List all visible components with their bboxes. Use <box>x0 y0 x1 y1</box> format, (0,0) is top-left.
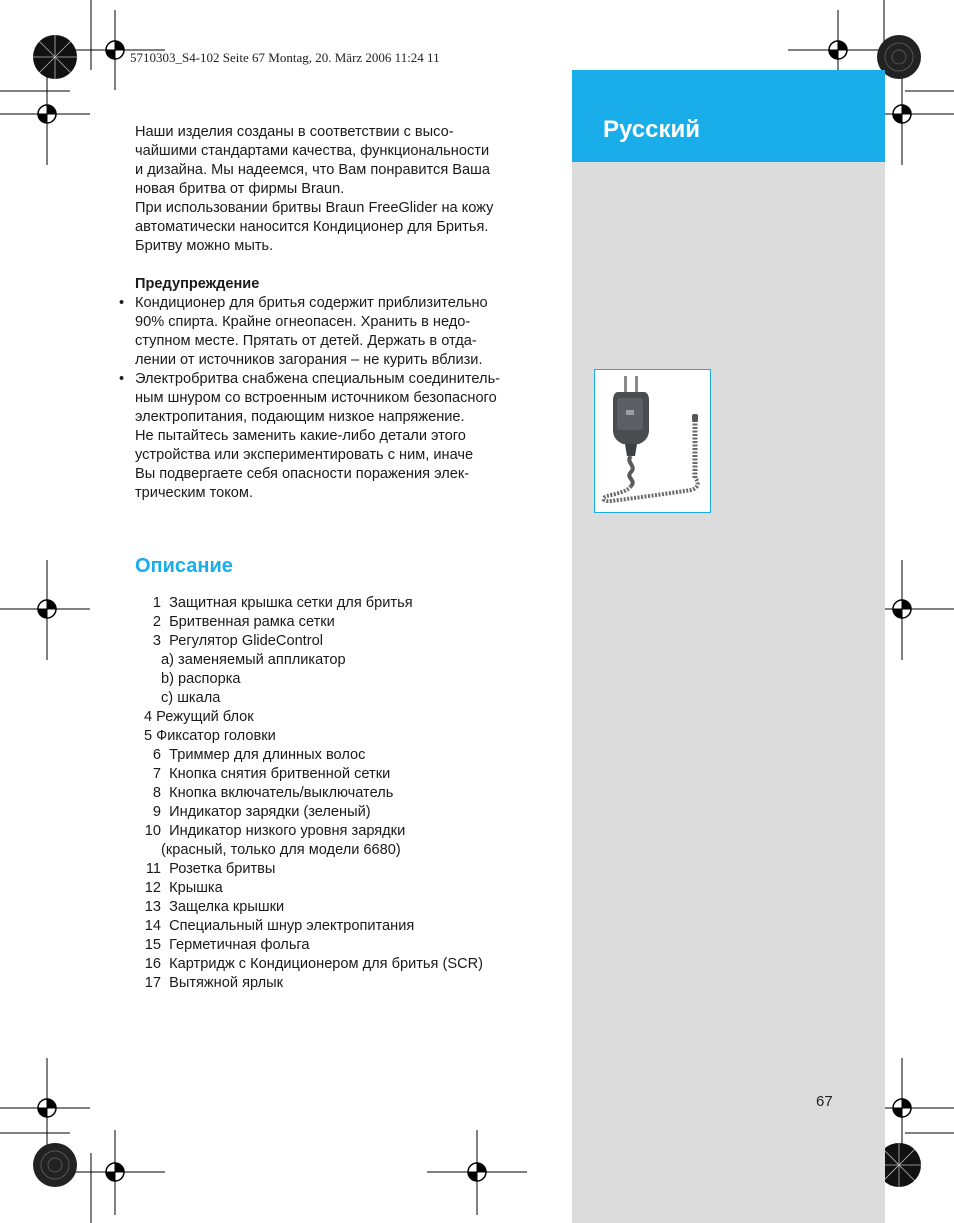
parts-list-item <box>135 917 555 936</box>
intro-line: При использовании бритвы Braun FreeGlider на кожу <box>135 200 494 216</box>
part-number: 15 <box>144 937 161 953</box>
parts-list-item <box>135 860 555 879</box>
part-label: Бритвенная рамка сетки <box>161 614 335 630</box>
warning-bullet <box>119 294 560 370</box>
warning-heading: Предупреждение <box>135 276 260 292</box>
parts-list-subitem: c) шкала <box>161 690 221 706</box>
part-label: Индикатор зарядки (зеленый) <box>161 804 371 820</box>
warning-bullet <box>119 370 560 503</box>
intro-line: новая бритва от фирмы Braun. <box>135 181 345 197</box>
parts-list-item <box>135 879 555 898</box>
intro-line: Бритву можно мыть. <box>135 238 274 254</box>
part-label: Кнопка включатель/выключатель <box>161 785 394 801</box>
part-number: 16 <box>144 956 161 972</box>
language-band <box>572 70 885 162</box>
part-number: 11 <box>145 861 161 877</box>
part-label: Защелка крышки <box>161 899 285 915</box>
parts-list-item <box>135 936 555 955</box>
parts-list-subitem: a) заменяемый аппликатор <box>161 652 346 668</box>
part-label: Герметичная фольга <box>161 937 310 953</box>
parts-list <box>135 594 555 993</box>
power-cord-plug-icon <box>595 370 710 512</box>
part-label: Картридж с Кондиционером для бритья (SCR) <box>161 956 484 972</box>
part-number: 7 <box>152 766 161 782</box>
description-title: Описание <box>135 555 233 577</box>
parts-list-item <box>135 822 555 841</box>
part-number: 8 <box>152 785 161 801</box>
parts-list-subitem: (красный, только для модели 6680) <box>161 842 401 858</box>
warning-line: 90% спирта. Крайне огнеопасен. Хранить в недо- <box>135 314 471 330</box>
part-number: 13 <box>144 899 161 915</box>
parts-list-item <box>135 613 555 632</box>
parts-list-item <box>135 594 555 613</box>
language-sidebar <box>572 70 885 1223</box>
parts-list-item <box>135 974 555 993</box>
part-number: 9 <box>152 804 161 820</box>
warning-line: ным шнуром со встроенным источником безопасного <box>135 390 497 406</box>
warning-line: Кондиционер для бритья содержит приблизительно <box>135 295 488 311</box>
warning-line: устройства или экспериментировать с ним, иначе <box>135 447 474 463</box>
warning-line: лении от источников загорания – не курить вблизи. <box>135 352 483 368</box>
part-label: Регулятор GlideControl <box>161 633 323 649</box>
print-header: 5710303_S4-102 Seite 67 Montag, 20. März 2006 11:24 11 <box>130 50 440 65</box>
warning-line: ступном месте. Прятать от детей. Держать в отда- <box>135 333 477 349</box>
part-number: 10 <box>144 823 161 839</box>
power-cord-figure <box>594 369 711 513</box>
part-number: 12 <box>144 880 161 896</box>
part-number: 17 <box>144 975 161 991</box>
intro-line: чайшими стандартами качества, функциональности <box>135 143 490 159</box>
part-label: Розетка бритвы <box>161 861 276 877</box>
part-number: 3 <box>152 633 161 649</box>
parts-list-item <box>135 765 555 784</box>
parts-list-item <box>135 784 555 803</box>
warning-line: Электробритва снабжена специальным соединитель- <box>135 371 501 387</box>
parts-list-subitem: b) распорка <box>161 671 241 687</box>
warning-line: Не пытайтесь заменить какие-либо детали этого <box>135 428 466 444</box>
part-number: 14 <box>144 918 161 934</box>
intro-paragraph <box>135 123 560 256</box>
language-title: Русский <box>603 116 700 143</box>
parts-list-item: 4 Режущий блок <box>144 709 254 725</box>
part-label: Защитная крышка сетки для бритья <box>161 595 413 611</box>
part-label: Вытяжной ярлык <box>161 975 283 991</box>
intro-line: автоматически наносится Кондиционер для Бритья. <box>135 219 489 235</box>
bullet-icon: • <box>119 295 125 311</box>
parts-list-item <box>135 632 555 651</box>
part-label: Индикатор низкого уровня зарядки <box>161 823 406 839</box>
bullet-icon: • <box>119 371 125 387</box>
part-label: Специальный шнур электропитания <box>161 918 415 934</box>
main-text <box>119 123 560 503</box>
part-label: Крышка <box>161 880 223 896</box>
warning-line: трическим током. <box>135 485 253 501</box>
parts-list-item <box>135 746 555 765</box>
parts-list-item: 5 Фиксатор головки <box>144 728 276 744</box>
warning-line: электропитания, подающим низкое напряжение. <box>135 409 465 425</box>
intro-line: Наши изделия созданы в соответствии с высо- <box>135 124 454 140</box>
part-number: 1 <box>152 595 161 611</box>
parts-list-item <box>135 803 555 822</box>
warning-line: Вы подвергаете себя опасности поражения элек- <box>135 466 470 482</box>
parts-list-item <box>135 955 555 974</box>
page-number: 67 <box>816 1093 833 1110</box>
part-label: Кнопка снятия бритвенной сетки <box>161 766 391 782</box>
parts-list-item <box>135 898 555 917</box>
part-number: 6 <box>152 747 161 763</box>
part-label: Триммер для длинных волос <box>161 747 366 763</box>
intro-line: и дизайна. Мы надеемся, что Вам понравится Ваша <box>135 162 490 178</box>
part-number: 2 <box>152 614 161 630</box>
